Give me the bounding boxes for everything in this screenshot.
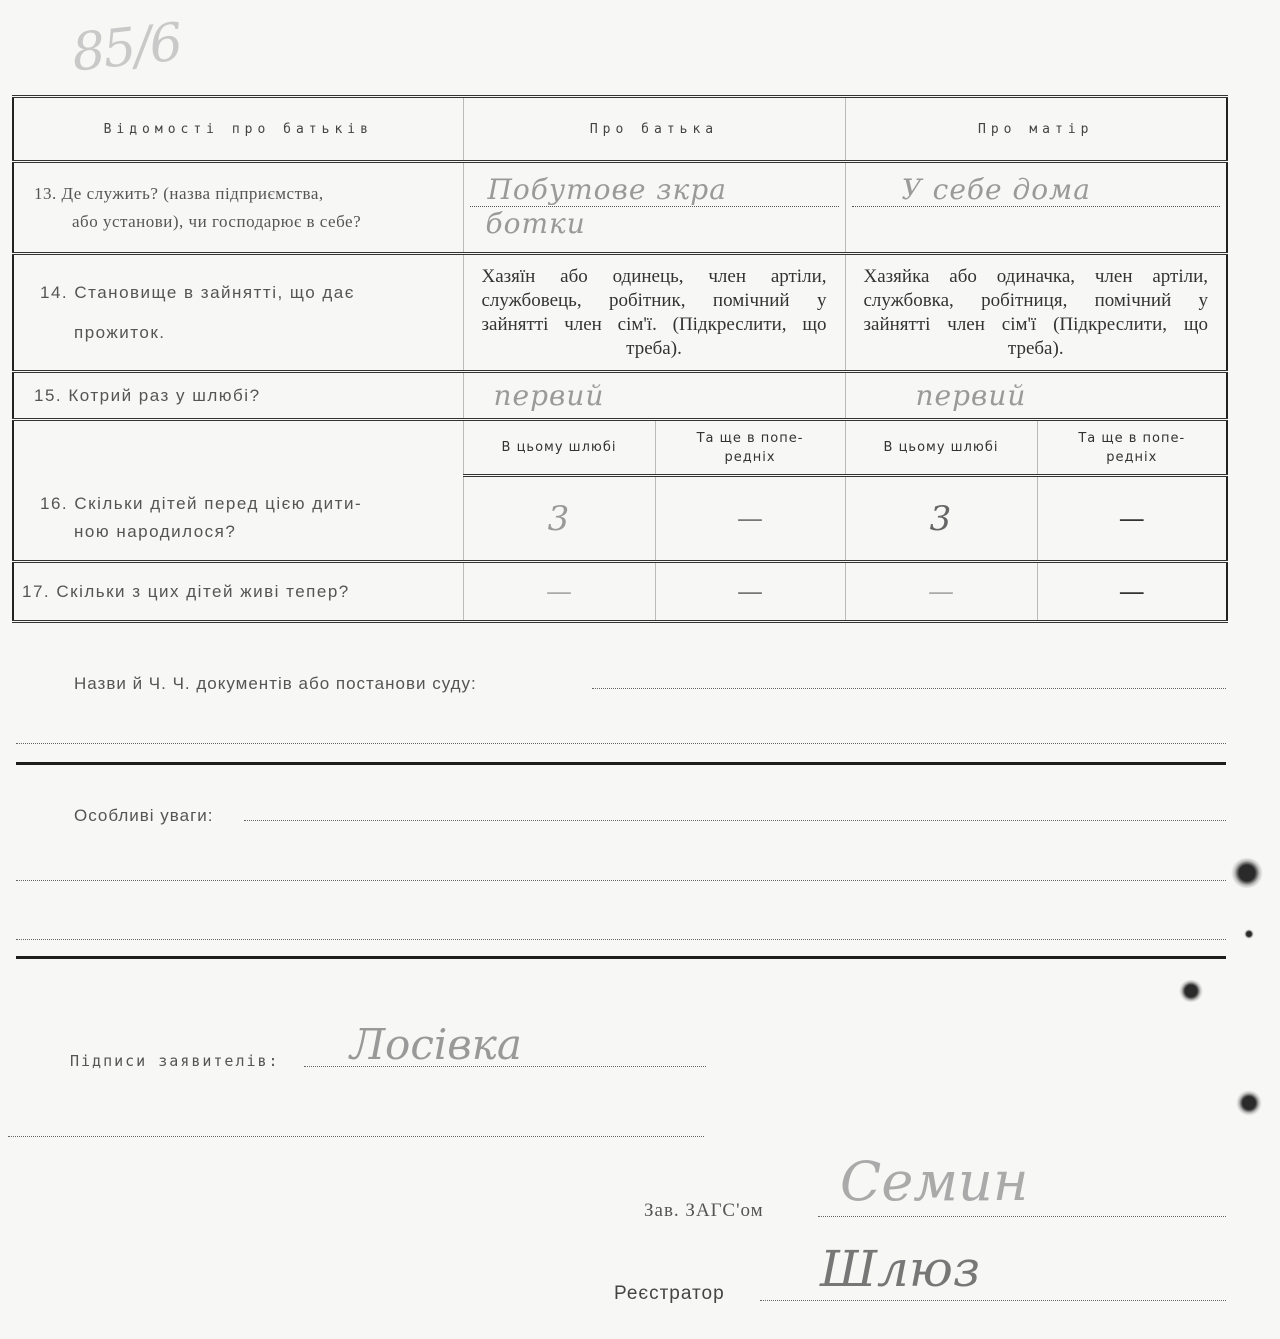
row-16-subheader [13, 420, 1227, 476]
question-16: 16. Скільки дітей перед цією дити- ною народилося? [13, 420, 463, 562]
row-14-employment-status [13, 254, 1227, 372]
row-13-workplace [13, 162, 1227, 254]
applicants-signature-field-2[interactable] [8, 1136, 704, 1137]
documents-field-continued[interactable] [16, 743, 1226, 744]
mother-alive-this-field[interactable]: — [845, 562, 1037, 622]
remarks-field-line-2[interactable] [16, 880, 1226, 881]
father-employment-options[interactable]: Хазяїн або одинець, член артіли, службовець, робітник, помічний у зайнятті член сім'ї. (Підкреслити, що треба). [463, 254, 845, 372]
staple-mark [1230, 858, 1264, 888]
applicants-label: Підписи заявителів: [70, 1052, 280, 1070]
father-alive-previous-field[interactable]: — [655, 562, 845, 622]
registrar-signature: Шлюз [820, 1240, 981, 1298]
remarks-label: Особливі уваги: [74, 806, 214, 825]
section-divider [16, 762, 1226, 765]
father-children-previous-field[interactable]: — [655, 476, 845, 562]
mother-children-this-field[interactable]: 3 [845, 476, 1037, 562]
header-father: Про батька [463, 97, 845, 162]
father-marriage-count-field[interactable]: первий [463, 372, 845, 420]
father-children-this-field[interactable]: 3 [463, 476, 655, 562]
mother-employment-options[interactable]: Хазяйка або одиначка, член артіли, службовка, робітниця, помічний у зайнятті член сім'ї (Підкреслити, що треба). [845, 254, 1227, 372]
father-workplace-field[interactable]: Побутове зкра ботки [463, 162, 845, 254]
row-15-marriage-count [13, 372, 1227, 420]
archive-page-number: 85/6 [69, 12, 184, 84]
question-17: 17. Скільки з цих дітей живі тепер? [13, 562, 463, 622]
row-17-children-alive [13, 562, 1227, 622]
remarks-field-line-3[interactable] [16, 939, 1226, 940]
mother-previous-header: Та ще в попе- редніх [1037, 420, 1227, 476]
header-mother: Про матір [845, 97, 1227, 162]
remarks-field[interactable] [244, 820, 1226, 821]
staple-mark [1178, 980, 1204, 1002]
question-14: 14. Становище в зайнятті, що дає прожиток. [13, 254, 463, 372]
mother-children-previous-field[interactable]: — [1037, 476, 1227, 562]
zags-head-signature-field[interactable] [818, 1216, 1226, 1217]
mother-alive-previous-field[interactable]: — [1037, 562, 1227, 622]
section-divider-2 [16, 956, 1226, 959]
registrar-label: Реєстратор [614, 1283, 725, 1304]
mother-marriage-count-field[interactable]: первий [845, 372, 1227, 420]
documents-label: Назви й Ч. Ч. документів або постанови суду: [74, 674, 477, 693]
header-section: Відомості про батьків [13, 97, 463, 162]
question-15: 15. Котрий раз у шлюбі? [13, 372, 463, 420]
question-13: 13. Де служить? (назва підприємства, або установи), чи господарює в себе? [13, 162, 463, 254]
registrar-signature-field[interactable] [760, 1300, 1226, 1301]
zags-head-signature: Семин [840, 1150, 1029, 1213]
father-workplace-handwriting: Побутове зкра [487, 173, 727, 206]
mother-workplace-handwriting: У себе дома [901, 173, 1091, 206]
father-alive-this-field[interactable]: — [463, 562, 655, 622]
ink-spot [1244, 929, 1254, 939]
mother-this-marriage-header: В цьому шлюбі [845, 420, 1037, 476]
staple-mark [1236, 1090, 1262, 1116]
zags-head-label: Зав. ЗАГС'ом [644, 1200, 764, 1221]
mother-workplace-field[interactable] [845, 162, 1227, 254]
applicants-signature: Лосівка [350, 1020, 522, 1069]
parents-info-table [12, 95, 1228, 623]
father-previous-header: Та ще в попе- редніх [655, 420, 845, 476]
table-header-row [13, 97, 1227, 162]
father-this-marriage-header: В цьому шлюбі [463, 420, 655, 476]
documents-field[interactable] [592, 688, 1226, 689]
